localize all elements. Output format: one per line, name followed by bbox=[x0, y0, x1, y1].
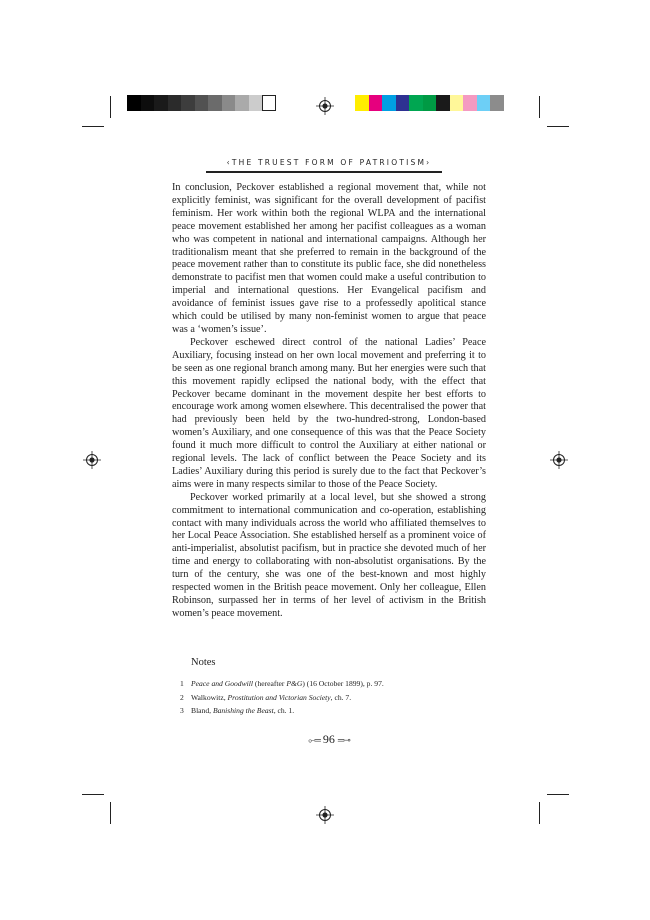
notes-list bbox=[180, 677, 480, 718]
note-fragment: , ch. 7. bbox=[330, 692, 352, 702]
note-text bbox=[191, 704, 294, 718]
note-title: Banishing the Beast bbox=[212, 706, 274, 715]
note-fragment: (hereafter bbox=[253, 679, 287, 688]
crop-mark bbox=[82, 794, 104, 795]
color-swatch bbox=[168, 95, 182, 111]
color-swatch bbox=[490, 95, 504, 111]
color-swatch bbox=[450, 95, 464, 111]
left-ornament-icon: ⟜═ bbox=[308, 735, 320, 745]
note-title: Prostitution and Victorian Society bbox=[227, 692, 331, 702]
crop-mark bbox=[110, 96, 111, 118]
right-ornament-icon: ═⊸ bbox=[337, 735, 350, 745]
registration-mark-icon bbox=[316, 806, 334, 824]
notes-heading: Notes bbox=[191, 657, 216, 668]
crop-mark bbox=[82, 126, 104, 127]
color-swatch bbox=[396, 95, 410, 111]
note-fragment: , ch. 1. bbox=[273, 706, 295, 715]
color-swatch bbox=[249, 95, 263, 111]
color-swatch bbox=[208, 95, 222, 111]
note-text bbox=[191, 691, 351, 705]
page-number bbox=[300, 732, 358, 747]
note-item bbox=[180, 704, 480, 718]
note-fragment: Walkowitz, bbox=[191, 692, 228, 702]
crop-mark bbox=[539, 802, 540, 824]
crop-mark bbox=[539, 96, 540, 118]
crop-mark bbox=[547, 126, 569, 127]
paragraph: Peckover eschewed direct control of the national Ladies’ Peace Auxiliary, focusing instead on her own local movement and preferring it to be seen as one regional branch among many. But her energies were such that this movement rapidly eclipsed the national body, with the effect that Peckover became dominant in the movement despite her best efforts to encourage work among women elsewhere. This decentralised the power that had previously been held by the two-hundred-strong, London-based women’s Auxiliary, and one consequence of this was that the Peace Society found it much more difficult to control the Auxiliary at either national or regional levels. The lack of conflict between the Peace Society and its Ladies’ Auxiliary during this period is surely due to the fact that Peckover’s aims were in many respects similar to those of the Peace Society. bbox=[172, 336, 486, 490]
color-swatch bbox=[262, 95, 276, 111]
paragraph: Peckover worked primarily at a local level, but she showed a strong commitment to international communication and co-operation, establishing contact with many individuals across the world who affiliated themselves to her Local Peace Association. She established herself as a prominent voice of anti-imperialist, absolutist pacifism, but in practice she devoted much of her time and energy to collaborating with non-absolutist organisations. By the turn of the century, she was one of the best-known and most highly respected women in the British peace movement. Only her colleague, Ellen Robinson, surpassed her in terms of her level of activism in the British women’s peace movement. bbox=[172, 491, 486, 619]
grayscale-color-bar bbox=[127, 95, 276, 111]
color-swatch bbox=[382, 95, 396, 111]
note-item bbox=[180, 677, 480, 691]
registration-mark-icon bbox=[550, 451, 568, 469]
process-color-bar bbox=[355, 95, 504, 111]
crop-mark bbox=[547, 794, 569, 795]
running-head: ‹THE TRUEST FORM OF PATRIOTISM› bbox=[226, 158, 432, 167]
color-swatch bbox=[355, 95, 369, 111]
note-title: Peace and Goodwill bbox=[191, 679, 254, 688]
color-swatch bbox=[195, 95, 209, 111]
color-swatch bbox=[181, 95, 195, 111]
note-fragment: ) (16 October 1899), p. 97. bbox=[302, 679, 384, 688]
header-rule bbox=[206, 171, 442, 173]
page-number-value: 96 bbox=[322, 732, 335, 746]
note-fragment: Bland, bbox=[191, 706, 213, 715]
body-text bbox=[172, 182, 486, 621]
color-swatch bbox=[369, 95, 383, 111]
note-number: 3 bbox=[180, 706, 184, 715]
paragraph: In conclusion, Peckover established a regional movement that, while not explicitly feminist, was significant for the overall development of pacifist feminism. Her work within both the regional WLPA and the international peace movement established her among her pacifist colleagues as a woman who was competent in national and international campaigns. Although her traditionalism meant that she preferred to remain in the background of the peace movement rather than to constitute its public face, she did nonetheless demonstrate to pacifist men that women could make a useful contribution to imperial and international questions. Her Evangelical pacifism and avoidance of feminist issues gave rise to a professedly apolitical stance which could be utilised by many non-feminist women to argue that peace was a ‘women’s issue’. bbox=[172, 182, 486, 335]
note-number: 2 bbox=[180, 692, 184, 702]
note-number: 1 bbox=[180, 679, 184, 688]
color-swatch bbox=[235, 95, 249, 111]
color-swatch bbox=[477, 95, 491, 111]
note-abbrev: P&G bbox=[286, 679, 303, 688]
color-swatch bbox=[409, 95, 423, 111]
registration-mark-icon bbox=[316, 97, 334, 115]
color-swatch bbox=[154, 95, 168, 111]
color-swatch bbox=[141, 95, 155, 111]
color-swatch bbox=[436, 95, 450, 111]
color-swatch bbox=[423, 95, 437, 111]
color-swatch bbox=[127, 95, 141, 111]
registration-mark-icon bbox=[83, 451, 101, 469]
note-text bbox=[191, 677, 384, 691]
color-swatch bbox=[463, 95, 477, 111]
note-item bbox=[180, 691, 480, 705]
color-swatch bbox=[222, 95, 236, 111]
crop-mark bbox=[110, 802, 111, 824]
